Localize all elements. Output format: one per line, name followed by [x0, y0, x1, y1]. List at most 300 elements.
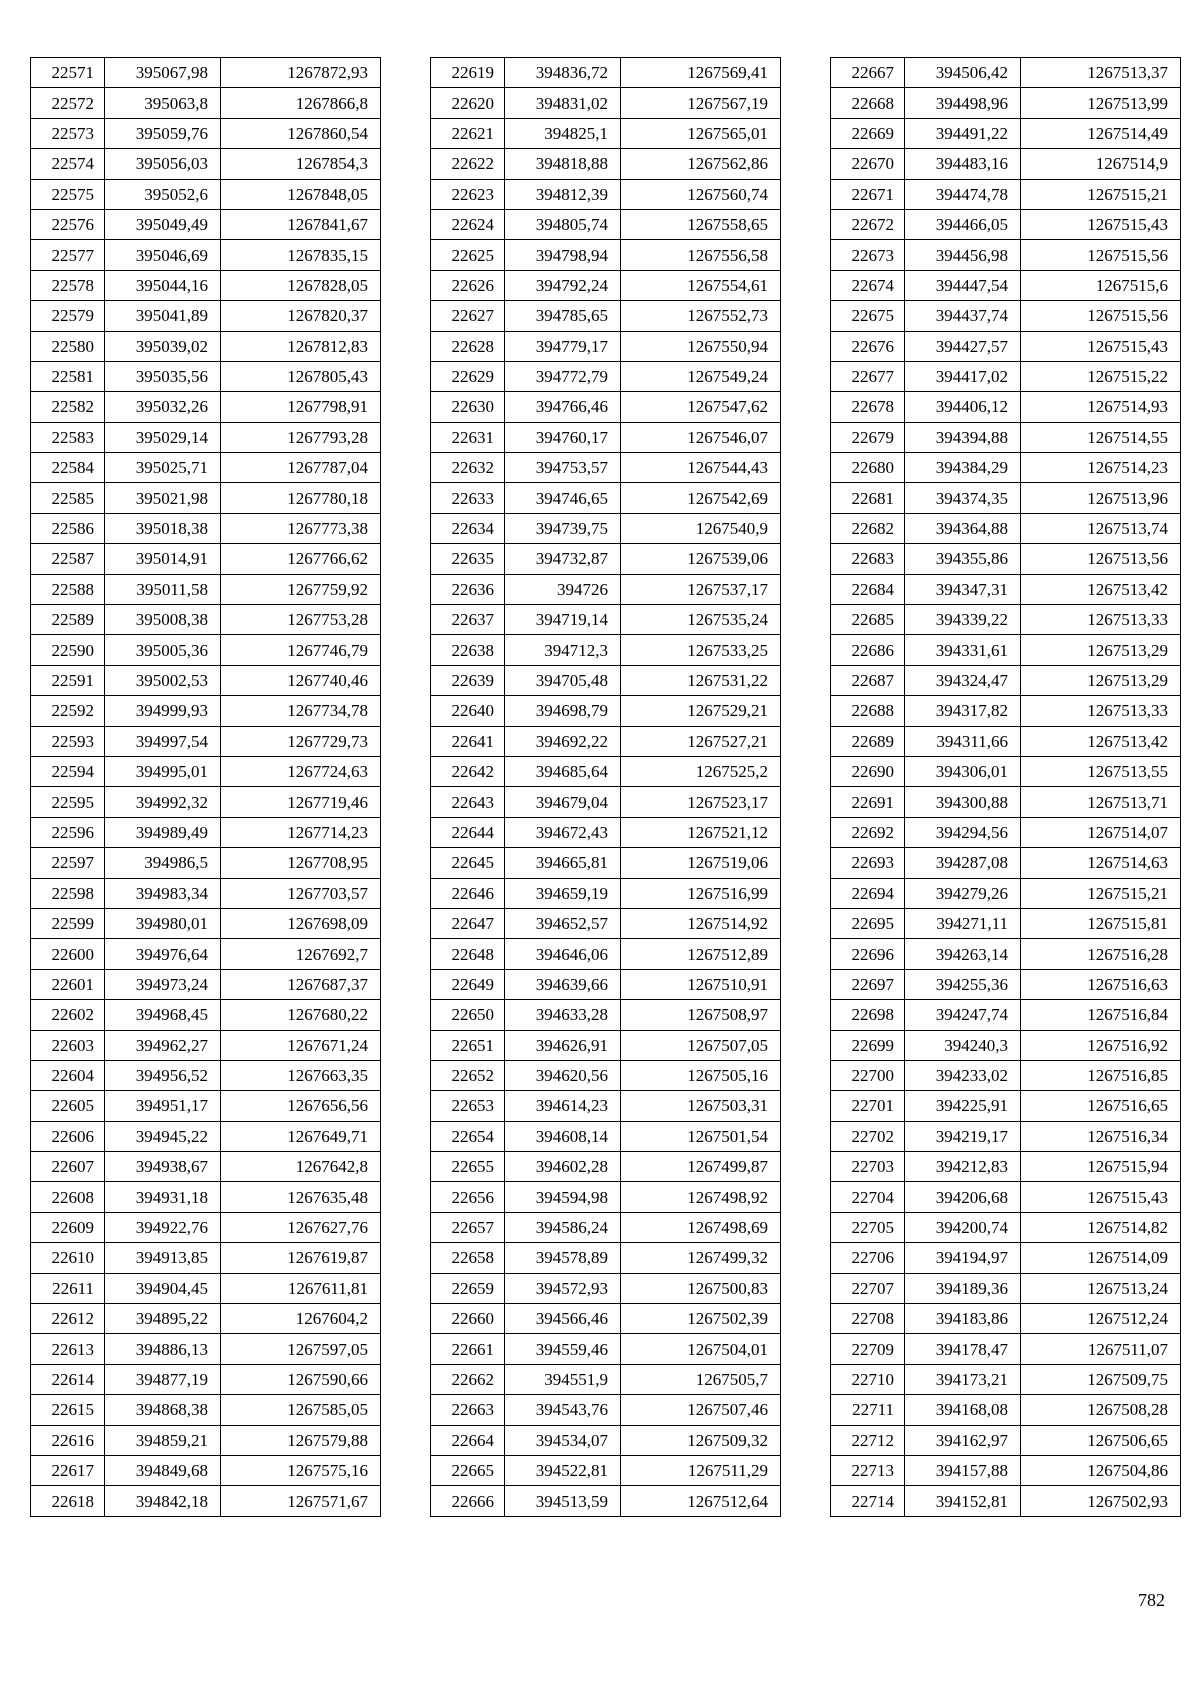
- table-row: [431, 179, 781, 209]
- point-number-cell: 22692: [831, 817, 905, 847]
- table-row: [831, 1212, 1181, 1242]
- point-number-cell: 22688: [831, 696, 905, 726]
- table-row: [31, 149, 381, 179]
- y-coordinate-cell: 1267511,07: [1021, 1334, 1181, 1364]
- x-coordinate-cell: 394712,3: [505, 635, 621, 665]
- y-coordinate-cell: 1267512,89: [621, 939, 781, 969]
- y-coordinate-cell: 1267692,7: [221, 939, 381, 969]
- table-row: [831, 1030, 1181, 1060]
- x-coordinate-cell: 394739,75: [505, 513, 621, 543]
- table-row: [431, 58, 781, 88]
- point-number-cell: 22673: [831, 240, 905, 270]
- point-number-cell: 22656: [431, 1182, 505, 1212]
- point-number-cell: 22623: [431, 179, 505, 209]
- x-coordinate-cell: 394956,52: [105, 1060, 221, 1090]
- y-coordinate-cell: 1267523,17: [621, 787, 781, 817]
- y-coordinate-cell: 1267805,43: [221, 361, 381, 391]
- point-number-cell: 22601: [31, 969, 105, 999]
- x-coordinate-cell: 394698,79: [505, 696, 621, 726]
- table-row: [31, 1182, 381, 1212]
- point-number-cell: 22596: [31, 817, 105, 847]
- point-number-cell: 22617: [31, 1455, 105, 1485]
- point-number-cell: 22619: [431, 58, 505, 88]
- y-coordinate-cell: 1267509,32: [621, 1425, 781, 1455]
- table-row: [31, 422, 381, 452]
- y-coordinate-cell: 1267513,29: [1021, 665, 1181, 695]
- table-row: [431, 118, 781, 148]
- y-coordinate-cell: 1267635,48: [221, 1182, 381, 1212]
- point-number-cell: 22682: [831, 513, 905, 543]
- point-number-cell: 22679: [831, 422, 905, 452]
- y-coordinate-cell: 1267740,46: [221, 665, 381, 695]
- x-coordinate-cell: 394247,74: [905, 1000, 1021, 1030]
- table-row: [431, 1121, 781, 1151]
- y-coordinate-cell: 1267515,56: [1021, 301, 1181, 331]
- table-row: [31, 1121, 381, 1151]
- point-number-cell: 22590: [31, 635, 105, 665]
- x-coordinate-cell: 394331,61: [905, 635, 1021, 665]
- x-coordinate-cell: 394772,79: [505, 361, 621, 391]
- point-number-cell: 22628: [431, 331, 505, 361]
- table-row: [831, 1486, 1181, 1516]
- y-coordinate-cell: 1267539,06: [621, 544, 781, 574]
- y-coordinate-cell: 1267503,31: [621, 1091, 781, 1121]
- x-coordinate-cell: 395005,36: [105, 635, 221, 665]
- point-number-cell: 22640: [431, 696, 505, 726]
- y-coordinate-cell: 1267498,92: [621, 1182, 781, 1212]
- y-coordinate-cell: 1267525,2: [621, 756, 781, 786]
- point-number-cell: 22608: [31, 1182, 105, 1212]
- x-coordinate-cell: 394626,91: [505, 1030, 621, 1060]
- table-row: [31, 1455, 381, 1485]
- point-number-cell: 22624: [431, 209, 505, 239]
- table-row: [31, 787, 381, 817]
- point-number-cell: 22683: [831, 544, 905, 574]
- table-row: [831, 58, 1181, 88]
- table-row: [431, 270, 781, 300]
- table-row: [31, 301, 381, 331]
- x-coordinate-cell: 394746,65: [505, 483, 621, 513]
- coordinate-table-1: [30, 57, 381, 1517]
- y-coordinate-cell: 1267513,42: [1021, 574, 1181, 604]
- x-coordinate-cell: 394456,98: [905, 240, 1021, 270]
- y-coordinate-cell: 1267567,19: [621, 88, 781, 118]
- point-number-cell: 22597: [31, 848, 105, 878]
- table-row: [31, 1304, 381, 1334]
- point-number-cell: 22573: [31, 118, 105, 148]
- y-coordinate-cell: 1267746,79: [221, 635, 381, 665]
- y-coordinate-cell: 1267527,21: [621, 726, 781, 756]
- table-row: [831, 1243, 1181, 1273]
- point-number-cell: 22642: [431, 756, 505, 786]
- point-number-cell: 22580: [31, 331, 105, 361]
- table-row: [831, 544, 1181, 574]
- point-number-cell: 22646: [431, 878, 505, 908]
- point-number-cell: 22678: [831, 392, 905, 422]
- x-coordinate-cell: 394665,81: [505, 848, 621, 878]
- table-row: [31, 1334, 381, 1364]
- table-row: [431, 240, 781, 270]
- table-row: [831, 756, 1181, 786]
- point-number-cell: 22686: [831, 635, 905, 665]
- y-coordinate-cell: 1267513,29: [1021, 635, 1181, 665]
- table-row: [831, 1364, 1181, 1394]
- point-number-cell: 22571: [31, 58, 105, 88]
- point-number-cell: 22651: [431, 1030, 505, 1060]
- x-coordinate-cell: 394812,39: [505, 179, 621, 209]
- x-coordinate-cell: 394406,12: [905, 392, 1021, 422]
- y-coordinate-cell: 1267619,87: [221, 1243, 381, 1273]
- point-number-cell: 22689: [831, 726, 905, 756]
- point-number-cell: 22587: [31, 544, 105, 574]
- table-row: [431, 1060, 781, 1090]
- table-row: [831, 149, 1181, 179]
- y-coordinate-cell: 1267535,24: [621, 605, 781, 635]
- table-row: [831, 361, 1181, 391]
- y-coordinate-cell: 1267513,37: [1021, 58, 1181, 88]
- point-number-cell: 22639: [431, 665, 505, 695]
- point-number-cell: 22626: [431, 270, 505, 300]
- y-coordinate-cell: 1267499,32: [621, 1243, 781, 1273]
- y-coordinate-cell: 1267642,8: [221, 1152, 381, 1182]
- point-number-cell: 22662: [431, 1364, 505, 1394]
- y-coordinate-cell: 1267560,74: [621, 179, 781, 209]
- x-coordinate-cell: 395029,14: [105, 422, 221, 452]
- y-coordinate-cell: 1267604,2: [221, 1304, 381, 1334]
- point-number-cell: 22613: [31, 1334, 105, 1364]
- y-coordinate-cell: 1267872,93: [221, 58, 381, 88]
- point-number-cell: 22665: [431, 1455, 505, 1485]
- table-row: [31, 696, 381, 726]
- y-coordinate-cell: 1267687,37: [221, 969, 381, 999]
- x-coordinate-cell: 394938,67: [105, 1152, 221, 1182]
- x-coordinate-cell: 394317,82: [905, 696, 1021, 726]
- point-number-cell: 22611: [31, 1273, 105, 1303]
- x-coordinate-cell: 394294,56: [905, 817, 1021, 847]
- table-row: [31, 665, 381, 695]
- point-number-cell: 22666: [431, 1486, 505, 1516]
- x-coordinate-cell: 394183,86: [905, 1304, 1021, 1334]
- y-coordinate-cell: 1267663,35: [221, 1060, 381, 1090]
- point-number-cell: 22637: [431, 605, 505, 635]
- y-coordinate-cell: 1267708,95: [221, 848, 381, 878]
- y-coordinate-cell: 1267554,61: [621, 270, 781, 300]
- table-row: [31, 392, 381, 422]
- point-number-cell: 22633: [431, 483, 505, 513]
- point-number-cell: 22605: [31, 1091, 105, 1121]
- y-coordinate-cell: 1267848,05: [221, 179, 381, 209]
- point-number-cell: 22714: [831, 1486, 905, 1516]
- x-coordinate-cell: 394986,5: [105, 848, 221, 878]
- point-number-cell: 22595: [31, 787, 105, 817]
- x-coordinate-cell: 394417,02: [905, 361, 1021, 391]
- y-coordinate-cell: 1267513,55: [1021, 756, 1181, 786]
- x-coordinate-cell: 394324,47: [905, 665, 1021, 695]
- x-coordinate-cell: 394287,08: [905, 848, 1021, 878]
- table-row: [31, 1395, 381, 1425]
- y-coordinate-cell: 1267499,87: [621, 1152, 781, 1182]
- x-coordinate-cell: 394543,76: [505, 1395, 621, 1425]
- x-coordinate-cell: 394766,46: [505, 392, 621, 422]
- table-row: [31, 513, 381, 543]
- point-number-cell: 22604: [31, 1060, 105, 1090]
- table-row: [431, 361, 781, 391]
- point-number-cell: 22659: [431, 1273, 505, 1303]
- point-number-cell: 22625: [431, 240, 505, 270]
- point-number-cell: 22615: [31, 1395, 105, 1425]
- x-coordinate-cell: 395002,53: [105, 665, 221, 695]
- point-number-cell: 22675: [831, 301, 905, 331]
- y-coordinate-cell: 1267508,28: [1021, 1395, 1181, 1425]
- point-number-cell: 22669: [831, 118, 905, 148]
- point-number-cell: 22672: [831, 209, 905, 239]
- y-coordinate-cell: 1267513,24: [1021, 1273, 1181, 1303]
- y-coordinate-cell: 1267513,33: [1021, 605, 1181, 635]
- point-number-cell: 22635: [431, 544, 505, 574]
- table-row: [831, 118, 1181, 148]
- x-coordinate-cell: 395035,56: [105, 361, 221, 391]
- point-number-cell: 22609: [31, 1212, 105, 1242]
- table-row: [431, 635, 781, 665]
- y-coordinate-cell: 1267544,43: [621, 453, 781, 483]
- y-coordinate-cell: 1267854,3: [221, 149, 381, 179]
- point-number-cell: 22695: [831, 908, 905, 938]
- y-coordinate-cell: 1267812,83: [221, 331, 381, 361]
- y-coordinate-cell: 1267698,09: [221, 908, 381, 938]
- point-number-cell: 22584: [31, 453, 105, 483]
- y-coordinate-cell: 1267516,63: [1021, 969, 1181, 999]
- table-row: [31, 1030, 381, 1060]
- y-coordinate-cell: 1267514,92: [621, 908, 781, 938]
- x-coordinate-cell: 394997,54: [105, 726, 221, 756]
- table-row: [31, 605, 381, 635]
- point-number-cell: 22711: [831, 1395, 905, 1425]
- y-coordinate-cell: 1267516,34: [1021, 1121, 1181, 1151]
- x-coordinate-cell: 394551,9: [505, 1364, 621, 1394]
- table-row: [31, 544, 381, 574]
- table-row: [431, 1304, 781, 1334]
- table-row: [831, 969, 1181, 999]
- y-coordinate-cell: 1267798,91: [221, 392, 381, 422]
- point-number-cell: 22591: [31, 665, 105, 695]
- point-number-cell: 22693: [831, 848, 905, 878]
- x-coordinate-cell: 394206,68: [905, 1182, 1021, 1212]
- y-coordinate-cell: 1267533,25: [621, 635, 781, 665]
- x-coordinate-cell: 394466,05: [905, 209, 1021, 239]
- point-number-cell: 22636: [431, 574, 505, 604]
- y-coordinate-cell: 1267753,28: [221, 605, 381, 635]
- x-coordinate-cell: 394945,22: [105, 1121, 221, 1151]
- point-number-cell: 22712: [831, 1425, 905, 1455]
- x-coordinate-cell: 394719,14: [505, 605, 621, 635]
- table-row: [431, 392, 781, 422]
- table-row: [431, 665, 781, 695]
- x-coordinate-cell: 394692,22: [505, 726, 621, 756]
- table-row: [431, 149, 781, 179]
- x-coordinate-cell: 394491,22: [905, 118, 1021, 148]
- point-number-cell: 22700: [831, 1060, 905, 1090]
- x-coordinate-cell: 394620,56: [505, 1060, 621, 1090]
- x-coordinate-cell: 394792,24: [505, 270, 621, 300]
- y-coordinate-cell: 1267529,21: [621, 696, 781, 726]
- table-row: [431, 483, 781, 513]
- x-coordinate-cell: 394364,88: [905, 513, 1021, 543]
- x-coordinate-cell: 395067,98: [105, 58, 221, 88]
- table-row: [831, 787, 1181, 817]
- x-coordinate-cell: 394384,29: [905, 453, 1021, 483]
- y-coordinate-cell: 1267585,05: [221, 1395, 381, 1425]
- x-coordinate-cell: 394983,34: [105, 878, 221, 908]
- point-number-cell: 22594: [31, 756, 105, 786]
- y-coordinate-cell: 1267514,93: [1021, 392, 1181, 422]
- x-coordinate-cell: 394263,14: [905, 939, 1021, 969]
- table-row: [31, 331, 381, 361]
- point-number-cell: 22698: [831, 1000, 905, 1030]
- point-number-cell: 22654: [431, 1121, 505, 1151]
- point-number-cell: 22572: [31, 88, 105, 118]
- point-number-cell: 22618: [31, 1486, 105, 1516]
- x-coordinate-cell: 394200,74: [905, 1212, 1021, 1242]
- y-coordinate-cell: 1267547,62: [621, 392, 781, 422]
- y-coordinate-cell: 1267516,28: [1021, 939, 1181, 969]
- point-number-cell: 22701: [831, 1091, 905, 1121]
- y-coordinate-cell: 1267515,43: [1021, 209, 1181, 239]
- x-coordinate-cell: 394522,81: [505, 1455, 621, 1485]
- table-row: [831, 483, 1181, 513]
- x-coordinate-cell: 395018,38: [105, 513, 221, 543]
- table-row: [831, 878, 1181, 908]
- point-number-cell: 22632: [431, 453, 505, 483]
- y-coordinate-cell: 1267513,33: [1021, 696, 1181, 726]
- point-number-cell: 22696: [831, 939, 905, 969]
- point-number-cell: 22690: [831, 756, 905, 786]
- point-number-cell: 22621: [431, 118, 505, 148]
- point-number-cell: 22575: [31, 179, 105, 209]
- table-row: [831, 1334, 1181, 1364]
- point-number-cell: 22630: [431, 392, 505, 422]
- table-row: [31, 848, 381, 878]
- point-number-cell: 22653: [431, 1091, 505, 1121]
- x-coordinate-cell: 394483,16: [905, 149, 1021, 179]
- table-row: [431, 756, 781, 786]
- table-row: [431, 209, 781, 239]
- point-number-cell: 22582: [31, 392, 105, 422]
- table-row: [431, 574, 781, 604]
- table-row: [831, 453, 1181, 483]
- y-coordinate-cell: 1267514,23: [1021, 453, 1181, 483]
- y-coordinate-cell: 1267506,65: [1021, 1425, 1181, 1455]
- y-coordinate-cell: 1267500,83: [621, 1273, 781, 1303]
- point-number-cell: 22634: [431, 513, 505, 543]
- table-row: [31, 878, 381, 908]
- table-row: [31, 179, 381, 209]
- x-coordinate-cell: 394652,57: [505, 908, 621, 938]
- table-row: [431, 939, 781, 969]
- y-coordinate-cell: 1267516,65: [1021, 1091, 1181, 1121]
- point-number-cell: 22660: [431, 1304, 505, 1334]
- point-number-cell: 22602: [31, 1000, 105, 1030]
- x-coordinate-cell: 394306,01: [905, 756, 1021, 786]
- x-coordinate-cell: 394474,78: [905, 179, 1021, 209]
- table-row: [431, 1486, 781, 1516]
- y-coordinate-cell: 1267515,81: [1021, 908, 1181, 938]
- point-number-cell: 22593: [31, 726, 105, 756]
- x-coordinate-cell: 395008,38: [105, 605, 221, 635]
- y-coordinate-cell: 1267550,94: [621, 331, 781, 361]
- y-coordinate-cell: 1267571,67: [221, 1486, 381, 1516]
- table-row: [31, 483, 381, 513]
- point-number-cell: 22670: [831, 149, 905, 179]
- x-coordinate-cell: 394842,18: [105, 1486, 221, 1516]
- x-coordinate-cell: 394976,64: [105, 939, 221, 969]
- point-number-cell: 22638: [431, 635, 505, 665]
- y-coordinate-cell: 1267515,94: [1021, 1152, 1181, 1182]
- x-coordinate-cell: 394189,36: [905, 1273, 1021, 1303]
- table-row: [431, 1000, 781, 1030]
- table-row: [831, 1182, 1181, 1212]
- x-coordinate-cell: 394271,11: [905, 908, 1021, 938]
- x-coordinate-cell: 394922,76: [105, 1212, 221, 1242]
- y-coordinate-cell: 1267516,99: [621, 878, 781, 908]
- y-coordinate-cell: 1267773,38: [221, 513, 381, 543]
- y-coordinate-cell: 1267866,8: [221, 88, 381, 118]
- x-coordinate-cell: 394534,07: [505, 1425, 621, 1455]
- table-row: [831, 1152, 1181, 1182]
- table-row: [831, 1273, 1181, 1303]
- table-row: [831, 848, 1181, 878]
- table-row: [831, 939, 1181, 969]
- x-coordinate-cell: 394849,68: [105, 1455, 221, 1485]
- y-coordinate-cell: 1267703,57: [221, 878, 381, 908]
- point-number-cell: 22599: [31, 908, 105, 938]
- table-row: [431, 88, 781, 118]
- table-row: [831, 1091, 1181, 1121]
- point-number-cell: 22629: [431, 361, 505, 391]
- x-coordinate-cell: 395039,02: [105, 331, 221, 361]
- y-coordinate-cell: 1267514,55: [1021, 422, 1181, 452]
- table-row: [31, 1091, 381, 1121]
- x-coordinate-cell: 394646,06: [505, 939, 621, 969]
- point-number-cell: 22710: [831, 1364, 905, 1394]
- x-coordinate-cell: 394339,22: [905, 605, 1021, 635]
- x-coordinate-cell: 394679,04: [505, 787, 621, 817]
- point-number-cell: 22685: [831, 605, 905, 635]
- y-coordinate-cell: 1267519,06: [621, 848, 781, 878]
- y-coordinate-cell: 1267537,17: [621, 574, 781, 604]
- table-row: [31, 453, 381, 483]
- y-coordinate-cell: 1267513,42: [1021, 726, 1181, 756]
- x-coordinate-cell: 395059,76: [105, 118, 221, 148]
- point-number-cell: 22576: [31, 209, 105, 239]
- x-coordinate-cell: 394233,02: [905, 1060, 1021, 1090]
- x-coordinate-cell: 394279,26: [905, 878, 1021, 908]
- x-coordinate-cell: 394685,64: [505, 756, 621, 786]
- x-coordinate-cell: 394672,43: [505, 817, 621, 847]
- point-number-cell: 22697: [831, 969, 905, 999]
- x-coordinate-cell: 394614,23: [505, 1091, 621, 1121]
- table-row: [31, 1364, 381, 1394]
- x-coordinate-cell: 394219,17: [905, 1121, 1021, 1151]
- point-number-cell: 22699: [831, 1030, 905, 1060]
- y-coordinate-cell: 1267515,6: [1021, 270, 1181, 300]
- point-number-cell: 22667: [831, 58, 905, 88]
- x-coordinate-cell: 394225,91: [905, 1091, 1021, 1121]
- table-row: [831, 605, 1181, 635]
- table-row: [431, 726, 781, 756]
- point-number-cell: 22579: [31, 301, 105, 331]
- coordinate-table-2: [430, 57, 781, 1517]
- x-coordinate-cell: 394705,48: [505, 665, 621, 695]
